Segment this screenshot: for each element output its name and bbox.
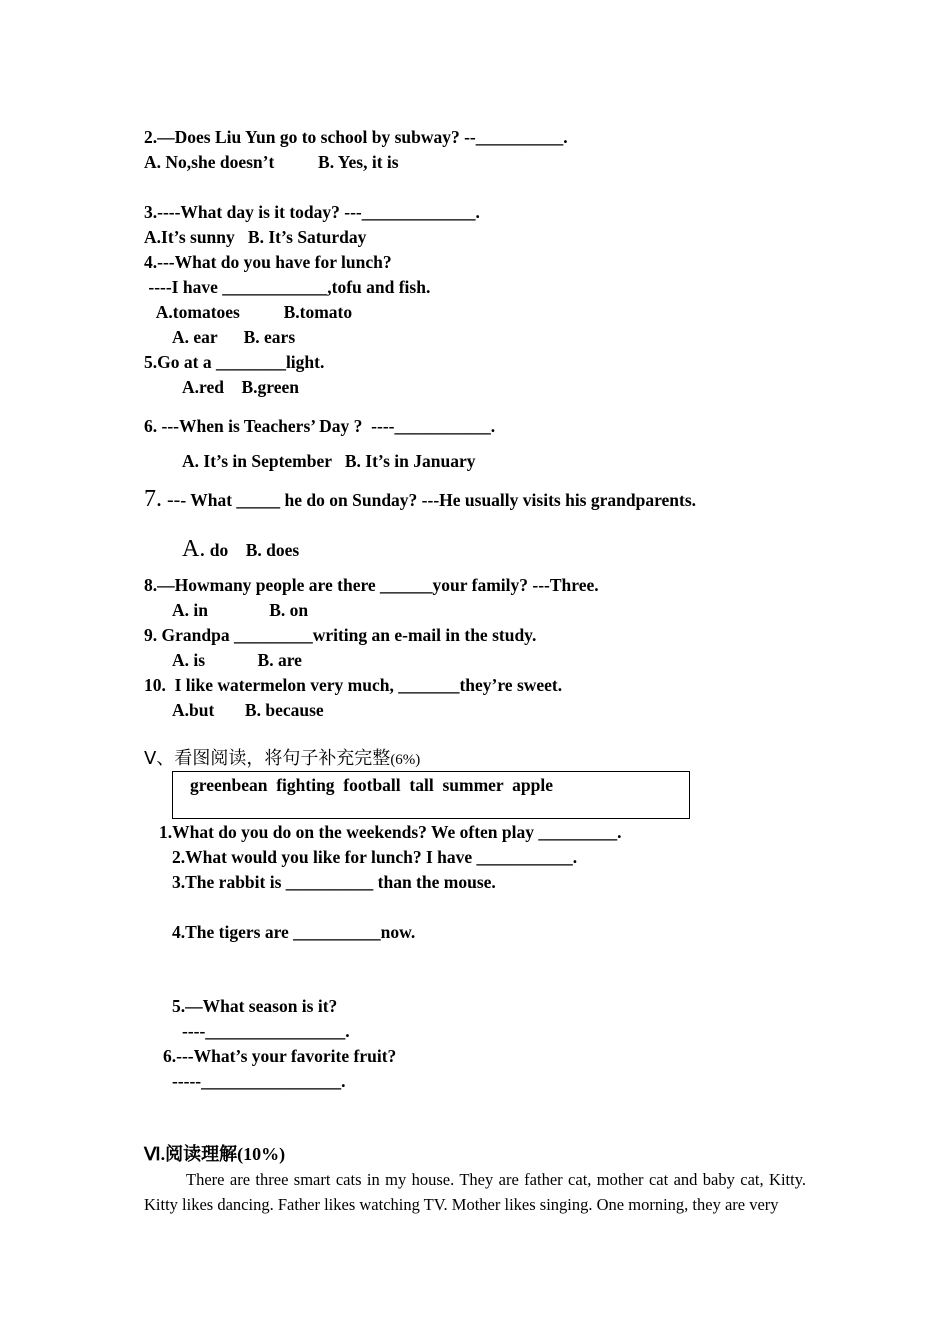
question-options: A.It’s sunny B. It’s Saturday	[144, 227, 367, 247]
question-stem: 8.—Howmany people are there ______your family? ---Three.	[144, 575, 599, 595]
question-options	[182, 538, 299, 561]
list-item: 1.What do you do on the weekends? We often play _________.	[159, 822, 622, 842]
question-options: A.but B. because	[172, 700, 324, 720]
list-item: 6.---What’s your favorite fruit?	[163, 1046, 397, 1066]
option-a-letter: A.	[182, 536, 206, 562]
reading-passage: There are three smart cats in my house. They are father cat, mother cat and baby cat, Kitty. Kitty likes dancing. Father likes watching TV. Mother likes singing. One morning, they are very	[144, 1170, 806, 1214]
question-options: A. is B. are	[172, 650, 302, 670]
question-stem: 9. Grandpa _________writing an e-mail in the study.	[144, 625, 537, 645]
stem-text: - What _____ he do on Sunday? ---He usually visits his grandparents.	[180, 490, 697, 510]
options-text: do B. does	[205, 540, 300, 560]
question-stem-line2: ----I have ____________,tofu and fish.	[144, 277, 431, 297]
word-bank: greenbean fighting football tall summer apple	[190, 775, 553, 795]
list-item: 3.The rabbit is __________ than the mouse.	[172, 872, 496, 892]
question-stem: 2.—Does Liu Yun go to school by subway? --__________.	[144, 127, 568, 147]
stem-dashes: --	[162, 489, 181, 511]
question-options: A. in B. on	[172, 600, 309, 620]
section-title-text: Ⅴ、看图阅读，将句子补充完整	[144, 748, 391, 768]
question-number: 7.	[144, 486, 162, 512]
list-item: -----________________.	[172, 1071, 346, 1091]
question-options: A. It’s in September B. It’s in January	[182, 451, 476, 471]
list-item: ----________________.	[182, 1021, 350, 1041]
list-item: 2.What would you like for lunch? I have ___________.	[172, 847, 578, 867]
section-title	[144, 747, 420, 771]
stem-text: --When is Teachers’ Day ? ----___________.	[167, 416, 496, 436]
question-stem: 4.---What do you have for lunch?	[144, 252, 392, 272]
list-item: 5.—What season is it?	[172, 996, 338, 1016]
question-stem: 5.Go at a ________light.	[144, 352, 325, 372]
question-options: A. No,she doesn’t B. Yes, it is	[144, 152, 399, 172]
section-title: Ⅵ.阅读理解(10%)	[144, 1144, 286, 1164]
section-score: (6%)	[390, 752, 421, 768]
question-stem: 3.----What day is it today? ---_____________.	[144, 202, 480, 222]
question-extra-options: A. ear B. ears	[172, 327, 296, 347]
question-options: A.tomatoes B.tomato	[148, 302, 353, 322]
question-stem	[144, 415, 495, 437]
question-stem: 10. I like watermelon very much, _______they’re sweet.	[144, 675, 563, 695]
question-stem	[144, 488, 696, 511]
list-item: 4.The tigers are __________now.	[172, 922, 416, 942]
question-options: A.red B.green	[182, 377, 299, 397]
stem-prefix: 6. -	[144, 416, 168, 436]
